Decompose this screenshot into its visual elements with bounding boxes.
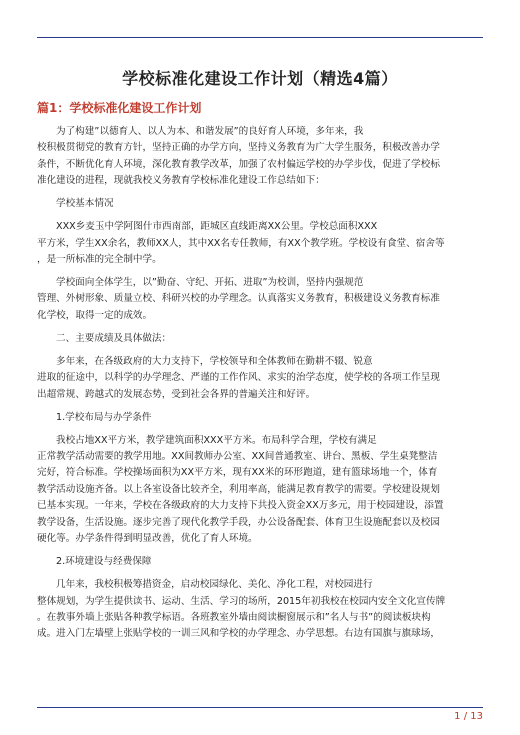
subheading-environment: 2.环境建设与经费保障 bbox=[56, 556, 152, 568]
page-number: 1 / 13 bbox=[454, 711, 483, 722]
text-line: 整体规划，为学生提供读书、运动、生活、学习的场所，2015年初我校在校园内安全文化宣传牌 bbox=[37, 595, 446, 607]
text-line: XXX乡麦玉中学阿图什市西南部，距城区直线距离XX公里。学校总面积XXX bbox=[56, 221, 378, 233]
text-line: 学校面向全体学生，以”勤奋、守纪、开拓、进取”为校训，坚持内强规范 bbox=[56, 277, 364, 289]
text-line: 化学校，取得一定的成效。 bbox=[37, 309, 153, 321]
text-line: 平方米，学生XX余名，教师XX人，其中XX名专任教师，有XX个教学班。学校设有食堂、宿舍等 bbox=[37, 237, 445, 249]
text-line: 准化建设的进程，现就我校义务教育学校标准化建设工作总结如下： bbox=[37, 175, 325, 187]
paragraph-motto bbox=[37, 275, 483, 324]
text-line: 出超常规、跨越式的发展态势，受到社会各界的普遍关注和好评。 bbox=[37, 388, 316, 400]
text-line: 完好，符合标准。学校操场面积为XX平方米，现有XX米的环形跑道，建有篮球场地一个，体育 bbox=[37, 467, 438, 479]
text-line: ，是一所标准的完全制中学。 bbox=[37, 254, 162, 266]
header-rule bbox=[37, 37, 483, 38]
text-line: 教学设备，生活设施。逐步完善了现代化教学手段，办公设备配套、体育卫生设施配套以及校园 bbox=[37, 516, 440, 528]
text-line: 多年来，在各级政府的大力支持下，学校领导和全体教师在勤耕不辍、锐意 bbox=[56, 355, 373, 367]
subheading-main: 二、主要成绩及具体做法： bbox=[56, 332, 172, 344]
document-title: 学校标准化建设工作计划（精选4篇） bbox=[122, 69, 398, 88]
text-line: 我校占地XX平方米，教学建筑面积XXX平方米。布局科学合理，学校有满足 bbox=[56, 434, 377, 446]
text-line: 硬化等。办学条件得到明显改善，优化了育人环境。 bbox=[37, 533, 258, 545]
paragraph-intro bbox=[37, 124, 483, 190]
text-line: 进取的征途中，以科学的办学理念、严谨的工作作风、求实的治学态度，使学校的各项工作呈现 bbox=[37, 372, 440, 384]
footer-rule bbox=[37, 707, 483, 708]
text-line: 已基本实现。一年来，学校在各级政府的大力支持下共投入资金XX万多元，用于校园建设，添置 bbox=[37, 500, 444, 512]
text-line: 几年来，我校积极筹措资金，启动校园绿化、美化、净化工程，对校园进行 bbox=[56, 579, 373, 591]
document-body bbox=[37, 124, 483, 649]
text-line: 校积极贯彻党的教育方针，坚持正确的办学方向，坚持义务教育为广大学生服务，积极改善办学 bbox=[37, 142, 440, 154]
subheading-layout: 1.学校布局与办学条件 bbox=[56, 411, 152, 423]
text-line: 条件，不断优化育人环境，深化教育教学改革，加强了农村偏远学校的办学步伐，促进了学校标 bbox=[37, 158, 440, 170]
text-line: 管理、外树形象、质量立校、科研兴校的办学理念。认真落实义务教育，积极建设义务教育标准 bbox=[37, 293, 440, 305]
paragraph-layout bbox=[37, 433, 483, 548]
text-line: 教学活动设施齐备。以上各室设备比较齐全，利用率高，能满足教育教学的需要。学校建设规划 bbox=[37, 483, 440, 495]
text-line: 。在教事外墙上张贴各种教学标语。各班教室外墙由阅读橱窗展示和”名人与书”的阅读板块构 bbox=[37, 611, 431, 623]
text-line: 正常教学活动需要的教学用地。XX间教师办公室、XX间普通教室、讲台、黑板、学生桌凳整洁 bbox=[37, 451, 438, 463]
section-title: 篇1：学校标准化建设工作计划 bbox=[37, 101, 202, 115]
text-line: 成。进入门左墙壁上张贴学校的一训三风和学校的办学理念、办学思想。右边有国旗与旗球场， bbox=[37, 628, 440, 640]
text-line: 为了构建”以德育人、以人为本、和谐发展”的良好育人环境，多年来，我 bbox=[56, 126, 364, 137]
subheading-basic: 学校基本情况 bbox=[56, 198, 114, 210]
paragraph-environment bbox=[37, 577, 483, 643]
paragraph-achievements bbox=[37, 354, 483, 403]
paragraph-basic bbox=[37, 219, 483, 268]
